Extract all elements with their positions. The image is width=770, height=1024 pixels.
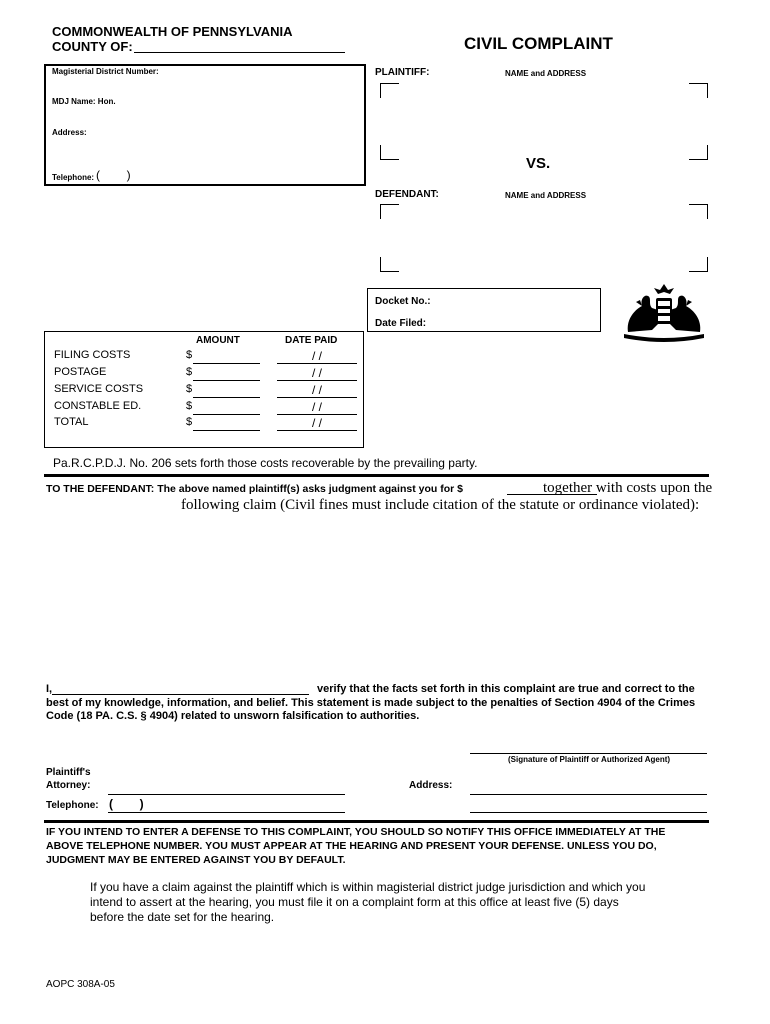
pennsylvania-seal-icon [618,280,710,342]
plaintiff-field[interactable] [384,86,684,156]
verification-text-2: best of my knowledge, information, and belief. This statement is made subject to the penalties of Section 4904 of the Crimes [46,697,696,709]
defense-notice-line-2: ABOVE TELEPHONE NUMBER. YOU MUST APPEAR AT THE HEARING AND PRESENT YOUR DEFENSE. UNLESS YOU DO, [46,840,657,852]
costs-notice: Pa.R.C.P.D.J. No. 206 sets forth those costs recoverable by the prevailing party. [53,456,478,470]
court-info-box [44,64,366,186]
service-costs-dollar: $ [186,383,193,395]
constable-ed-dollar: $ [186,400,193,412]
page-title: CIVIL COMPLAINT [464,34,613,53]
plaintiff-name-address-label: NAME and ADDRESS [505,69,587,78]
date-paid-header: DATE PAID [285,335,338,346]
attorney-address-label: Address: [409,780,453,791]
date-filed-label: Date Filed: [375,318,427,329]
defendant-bracket-bottom-right [689,257,708,272]
divider-top [44,474,709,477]
claim-together: together with costs upon the [543,480,713,496]
attorney-label-2: Attorney: [46,780,91,791]
attorney-telephone-field[interactable] [108,812,345,813]
court-telephone-parens: ( ) [96,168,131,182]
county-field[interactable] [134,52,345,53]
defendant-label: DEFENDANT: [375,189,439,200]
filing-costs-date-field[interactable]: / / [277,349,357,364]
constable-ed-date-field[interactable]: / / [277,400,357,415]
county-label: COUNTY OF: [52,39,133,54]
plaintiff-label: PLAINTIFF: [375,67,430,78]
service-costs-amount-field[interactable] [193,397,260,398]
claim-following: following claim (Civil fines must include citation of the statute or ordinance violated): [181,497,700,513]
counterclaim-notice-line-3: before the date set for the hearing. [90,910,275,924]
total-label: TOTAL [54,416,89,428]
plaintiff-bracket-top-right [689,83,708,98]
claim-intro: TO THE DEFENDANT: The above named plaintiff(s) asks judgment against you for $ [46,483,463,495]
divider-bottom [44,820,709,823]
attorney-address-field-1[interactable] [470,794,707,795]
attorney-address-field-2[interactable] [470,812,707,813]
vs-label: VS. [526,155,551,172]
attorney-telephone-label: Telephone: [46,800,99,811]
postage-amount-field[interactable] [193,380,260,381]
state-heading: COMMONWEALTH OF PENNSYLVANIA [52,24,293,39]
signature-field[interactable] [470,753,707,754]
counterclaim-notice-line-2: intend to assert at the hearing, you must file it on a complaint form at this office at least five (5) days [90,895,619,909]
attorney-telephone-parens: ( ) [109,797,144,811]
defendant-name-address-label: NAME and ADDRESS [505,191,587,200]
postage-dollar: $ [186,366,193,378]
verification-prefix: I, [46,683,53,695]
mdj-name-label: MDJ Name: Hon. [52,97,116,106]
defendant-bracket-top-right [689,204,708,219]
service-costs-date-field[interactable]: / / [277,383,357,398]
signature-label: (Signature of Plaintiff or Authorized Agent) [508,755,671,764]
total-amount-field[interactable] [193,430,260,431]
postage-date-field[interactable]: / / [277,366,357,381]
claim-text-area[interactable] [46,520,709,675]
court-telephone-label: Telephone: [52,173,95,182]
court-address-label: Address: [52,128,87,137]
counterclaim-notice-line-1: If you have a claim against the plaintiff which is within magisterial district judge jurisdiction and which you [90,880,646,894]
total-dollar: $ [186,416,193,428]
verifier-name-field[interactable] [52,694,309,695]
verification-text-1: verify that the facts set forth in this complaint are true and correct to the [317,683,695,695]
defense-notice-line-3: JUDGMENT MAY BE ENTERED AGAINST YOU BY DEFAULT. [46,854,346,866]
filing-costs-label: FILING COSTS [54,349,131,361]
service-costs-label: SERVICE COSTS [54,383,144,395]
docket-no-label: Docket No.: [375,296,431,307]
amount-header: AMOUNT [196,335,240,346]
defense-notice-line-1: IF YOU INTEND TO ENTER A DEFENSE TO THIS COMPLAINT, YOU SHOULD SO NOTIFY THIS OFFICE IMMEDIATELY AT THE [46,826,666,838]
filing-costs-amount-field[interactable] [193,363,260,364]
plaintiff-bracket-bottom-right [689,145,708,160]
verification-text-3: Code (18 PA. C.S. § 4904) related to unsworn falsification to authorities. [46,710,420,722]
attorney-label-1: Plaintiff's [46,767,91,778]
district-number-label: Magisterial District Number: [52,67,159,76]
form-number: AOPC 308A-05 [46,979,115,990]
constable-ed-amount-field[interactable] [193,414,260,415]
attorney-field[interactable] [108,794,345,795]
postage-label: POSTAGE [54,366,107,378]
filing-costs-dollar: $ [186,349,193,361]
defendant-field[interactable] [384,207,684,269]
total-date-field[interactable]: / / [277,416,357,431]
constable-ed-label: CONSTABLE ED. [54,400,142,412]
